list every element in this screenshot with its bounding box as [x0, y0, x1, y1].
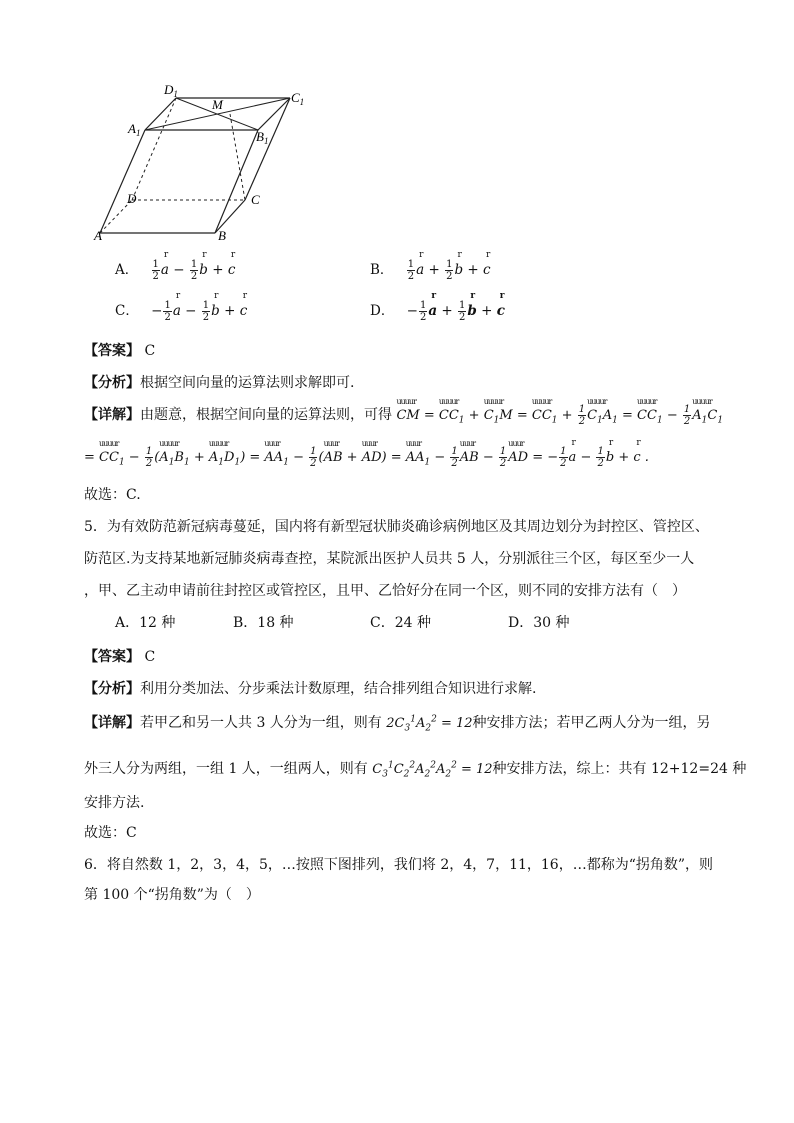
q5-answer: 【答案】 C [84, 649, 156, 665]
q6-line2: 第 100 个“拐角数”为（ ） [84, 887, 260, 903]
q5-conclusion: 故选：C [84, 825, 137, 841]
label-c1: $C_1$ [291, 90, 305, 107]
q5-detail-line2: 外三人分为两组，一组 1 人，一组两人，则有 $C_3^1C_2^2A_2^2A_2^2 = 12$种安排方法，综上：共有 12+12=24 种 [84, 760, 747, 780]
q4-detail: 【详解】由题意，根据空间向量的运算法则，可得 uuuur CM = uuuur $CC_1$ + uuuur $C_1M$ = uuuur $CC_1$ + $\frac{1}{2}$ uuuur $C_1A_1$ = uuuur $CC_1$ − $\frac{1}{2}$ uuuur $A_1C_1$ [84, 404, 723, 427]
label-d1: $D_1$ [164, 82, 178, 99]
q4-option-c[interactable]: C． − $\frac{1}{2}$ r a − $\frac{1}{2}$ r b + r c [115, 299, 247, 323]
q5-detail-line3: 安排方法. [84, 795, 145, 811]
q5-option-b[interactable]: B．18 种 [233, 615, 294, 631]
q5-option-a[interactable]: A．12 种 [115, 615, 176, 631]
label-b1: $B_1$ [256, 129, 269, 146]
q5-line1: 5．为有效防范新冠病毒蔓延，国内将有新型冠状肺炎确诊病例地区及其周边划分为封控区、管控区、 [84, 519, 709, 535]
label-c: C [251, 192, 260, 207]
label-m: M [212, 97, 223, 112]
label-a: A [94, 228, 102, 243]
label-a1: $A_1$ [128, 121, 141, 138]
q4-option-b[interactable]: B． $\frac{1}{2}$ r a + $\frac{1}{2}$ r b + r c [370, 258, 491, 282]
q5-option-d[interactable]: D．30 种 [508, 615, 570, 631]
q4-detail-cont: = uuuur $CC_1$ − $\frac{1}{2}$ (uuuur $A_1B_1$ + uuuur $A_1D_1$) = uuur $AA_1$ − $\frac{1}{2}$ (uuur AB + uuur AD) = uuur $AA_1$ − $\frac{1}{2}$ uuur AB − $\frac{1}{2}$ uuur AD = − $\frac{1}{2}$ r a − $\frac{1}{2}$ r b + r c . [84, 446, 649, 469]
parallelepiped-diagram [90, 78, 320, 243]
q4-conclusion: 故选：C. [84, 487, 141, 503]
q5-option-c[interactable]: C．24 种 [370, 615, 431, 631]
q4-analysis: 【分析】根据空间向量的运算法则求解即可. [84, 375, 355, 391]
q4-answer: 【答案】 C [84, 343, 156, 359]
q6-line1: 6．将自然数 1，2，3，4，5，…按照下图排列，我们将 2，4，7，11，16，…都称为“拐角数”，则 [84, 857, 714, 873]
q5-detail-line1: 【详解】若甲乙和另一人共 3 人分为一组，则有 $2C_3^1A_2^2 = 12$种安排方法；若甲乙两人分为一组，另 [84, 714, 711, 734]
q4-option-d[interactable]: D． − $\frac{1}{2}$ r a + $\frac{1}{2}$ r b + r c [370, 299, 505, 323]
label-d: D [127, 191, 137, 206]
q5-line2: 防范区.为支持某地新冠肺炎病毒查控，某院派出医护人员共 5 人，分别派往三个区，每区至少一人 [84, 551, 695, 567]
q4-option-a[interactable]: A． $\frac{1}{2}$ r a − $\frac{1}{2}$ r b + r c [115, 258, 235, 282]
parallelepiped-figure [90, 78, 320, 247]
q5-line3: ，甲、乙主动申请前往封控区或管控区，且甲、乙恰好分在同一个区，则不同的安排方法有（ ） [84, 583, 686, 599]
q5-analysis: 【分析】利用分类加法、分步乘法计数原理，结合排列组合知识进行求解. [84, 681, 537, 697]
label-b: B [218, 228, 226, 243]
